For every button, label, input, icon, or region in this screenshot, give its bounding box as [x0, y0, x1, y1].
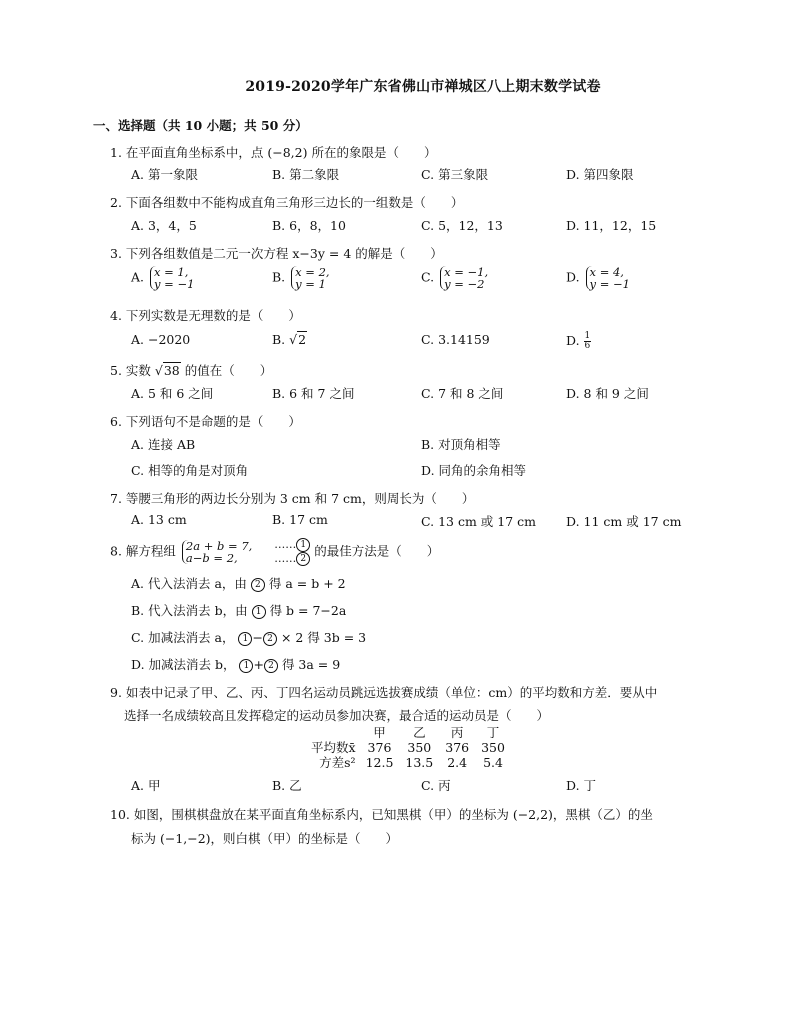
option-a: A. 甲 — [131, 778, 161, 793]
operator: + — [253, 657, 264, 672]
option-b — [272, 332, 307, 347]
question-5-options — [131, 384, 754, 404]
question-3-stem: 3. 下列各组数值是二元一次方程 x−3y = 4 的解是（ ） — [110, 246, 443, 261]
stem-text: 5. 实数 — [110, 363, 151, 378]
radicand: 38 — [163, 363, 180, 378]
denominator: 6 — [584, 341, 591, 351]
table-cell: 2.4 — [447, 755, 468, 770]
option-text: × 2 得 3b = 3 — [280, 630, 367, 645]
equation-line: y = −2 — [444, 277, 485, 291]
question-4-stem: 4. 下列实数是无理数的是（ ） — [110, 308, 301, 323]
question-2-options — [131, 216, 754, 236]
question-4-options — [131, 332, 754, 352]
circled-number: 1 — [239, 659, 253, 673]
question-2-stem: 2. 下面各组数中不能构成直角三角形三边长的一组数是（ ） — [110, 195, 464, 210]
table-header: 乙 — [413, 725, 426, 740]
option-c: C. 3.14159 — [421, 332, 490, 347]
equation-line: x = 1, — [154, 265, 189, 279]
option-label: B. — [272, 332, 286, 347]
option-d: D. 同角的余角相等 — [421, 463, 527, 478]
question-6-stem: 6. 下列语句不是命题的是（ ） — [110, 414, 301, 429]
dots: …… — [274, 552, 297, 565]
equation-line: x = 2, — [295, 265, 330, 279]
option-d: D. 第四象限 — [566, 167, 634, 182]
option-label: D. — [566, 269, 580, 285]
option-a: A. −2020 — [131, 332, 191, 347]
option-label: C. — [421, 269, 435, 285]
stem-text: 8. 解方程组 — [110, 543, 176, 559]
option-c: C. 7 和 8 之间 — [421, 386, 504, 401]
table-cell: 376 — [367, 740, 392, 755]
equation-line: y = −1 — [154, 277, 195, 291]
question-9-stem-line1: 9. 如表中记录了甲、乙、丙、丁四名运动员跳远选拔赛成绩（单位：cm）的平均数和方差．要从中 — [110, 685, 658, 700]
option-a — [131, 266, 194, 290]
option-b — [131, 601, 346, 619]
circled-number: 1 — [252, 605, 266, 619]
table-cell: 350 — [407, 740, 432, 755]
question-5-stem — [110, 361, 272, 379]
circled-number: 2 — [263, 632, 277, 646]
equation-system — [586, 266, 630, 290]
radicand: 2 — [298, 332, 307, 347]
question-7-options — [131, 512, 754, 532]
numerator: 1 — [584, 331, 591, 341]
option-d: D. 11，12，15 — [566, 218, 657, 233]
stats-table — [305, 725, 511, 770]
option-text: 得 b = 7−2a — [269, 603, 347, 618]
circled-number: 1 — [296, 538, 310, 552]
question-8-stem — [110, 538, 439, 566]
table-cell: 12.5 — [365, 755, 394, 770]
option-b — [272, 266, 330, 290]
question-9-stem-line2: 选择一名成绩较高且发挥稳定的运动员参加决赛，最合适的运动员是（ ） — [124, 708, 550, 723]
option-b: B. 第二象限 — [272, 167, 340, 182]
option-text: D. 加减法消去 b， — [131, 657, 236, 672]
circled-number: 2 — [251, 578, 265, 592]
circled-number: 1 — [238, 632, 252, 646]
exam-title: 2019-2020学年广东省佛山市禅城区八上期末数学试卷 — [245, 79, 601, 95]
equation-line: x = −1, — [444, 265, 489, 279]
equation-system — [182, 540, 252, 564]
sqrt-expression: √2 — [289, 332, 307, 347]
table-cell: 350 — [481, 740, 505, 755]
option-c: C. 第三象限 — [421, 167, 489, 182]
question-1-options — [131, 165, 754, 185]
option-c: C. 13 cm 或 17 cm — [421, 514, 536, 529]
question-1-stem: 1. 在平面直角坐标系中，点 (−8,2) 所在的象限是（ ） — [110, 145, 437, 160]
option-d — [566, 266, 630, 290]
option-b: B. 17 cm — [272, 512, 328, 527]
option-a: A. 5 和 6 之间 — [131, 386, 214, 401]
option-b: B. 乙 — [272, 778, 302, 793]
option-a — [131, 574, 346, 592]
dots: …… — [274, 538, 297, 551]
table-header: 甲 — [373, 725, 386, 740]
option-label: D. — [566, 333, 580, 348]
question-9-options — [131, 776, 754, 796]
table-row — [305, 740, 511, 755]
circled-number: 2 — [296, 552, 310, 566]
equation-markers — [274, 538, 310, 566]
equation-line: 2a + b = 7, — [185, 539, 253, 553]
option-c: C. 相等的角是对顶角 — [131, 463, 249, 478]
option-text: C. 加减法消去 a， — [131, 630, 235, 645]
equation-line: y = −1 — [589, 277, 630, 291]
row-label: 平均数x̄ — [311, 740, 356, 755]
equation-system — [150, 266, 194, 290]
equation-line: a−b = 2, — [185, 551, 238, 565]
circled-number: 2 — [264, 659, 278, 673]
option-label: B. — [272, 269, 286, 285]
table-cell: 13.5 — [405, 755, 434, 770]
question-3-options — [131, 266, 754, 294]
question-10-stem-line1: 10. 如图，围棋棋盘放在某平面直角坐标系内，已知黑棋（甲）的坐标为 (−2,2)，黑棋（乙）的坐 — [110, 807, 653, 822]
question-7-stem: 7. 等腰三角形的两边长分别为 3 cm 和 7 cm，则周长为（ ） — [110, 491, 475, 506]
option-d: D. 丁 — [566, 778, 597, 793]
option-d — [566, 332, 591, 351]
question-6-options-row1 — [131, 435, 754, 455]
stem-text: 的最佳方法是（ ） — [314, 543, 440, 559]
section-heading: 一、选择题（共 10 小题；共 50 分） — [93, 118, 308, 133]
option-a: A. 3，4，5 — [131, 218, 197, 233]
operator: − — [252, 630, 263, 645]
option-b: B. 6，8，10 — [272, 218, 346, 233]
option-b: B. 对顶角相等 — [421, 437, 501, 452]
table-cell: 5.4 — [483, 755, 503, 770]
option-d: D. 11 cm 或 17 cm — [566, 514, 682, 529]
table-header: 丁 — [486, 725, 500, 740]
sqrt-expression: √38 — [154, 363, 180, 378]
option-a: A. 第一象限 — [131, 167, 198, 182]
row-label: 方差s² — [319, 755, 356, 770]
option-label: A. — [131, 269, 145, 285]
option-d: D. 8 和 9 之间 — [566, 386, 649, 401]
equation-line: x = 4, — [589, 265, 624, 279]
option-text: A. 代入法消去 a，由 — [131, 576, 247, 591]
option-c — [421, 266, 488, 290]
equation-system — [291, 266, 329, 290]
equation-system — [440, 266, 488, 290]
option-d — [131, 655, 340, 673]
table-row — [305, 755, 511, 770]
table-header: 丙 — [450, 725, 464, 740]
option-text: 得 a = b + 2 — [268, 576, 346, 591]
option-b: B. 6 和 7 之间 — [272, 386, 355, 401]
question-6-options-row2 — [131, 461, 754, 481]
equation-line: y = 1 — [295, 277, 326, 291]
table-header-row — [305, 725, 511, 740]
option-c: C. 丙 — [421, 778, 451, 793]
option-text: 得 3a = 9 — [281, 657, 341, 672]
option-a: A. 连接 AB — [131, 437, 196, 452]
table-cell: 376 — [445, 740, 470, 755]
question-10-stem-line2: 标为 (−1,−2)，则白棋（甲）的坐标是（ ） — [131, 831, 399, 846]
option-c: C. 5，12，13 — [421, 218, 503, 233]
option-text: B. 代入法消去 b，由 — [131, 603, 248, 618]
stem-text: 的值在（ ） — [184, 363, 273, 378]
option-a: A. 13 cm — [131, 512, 187, 527]
fraction — [584, 332, 592, 351]
option-c — [131, 628, 366, 646]
